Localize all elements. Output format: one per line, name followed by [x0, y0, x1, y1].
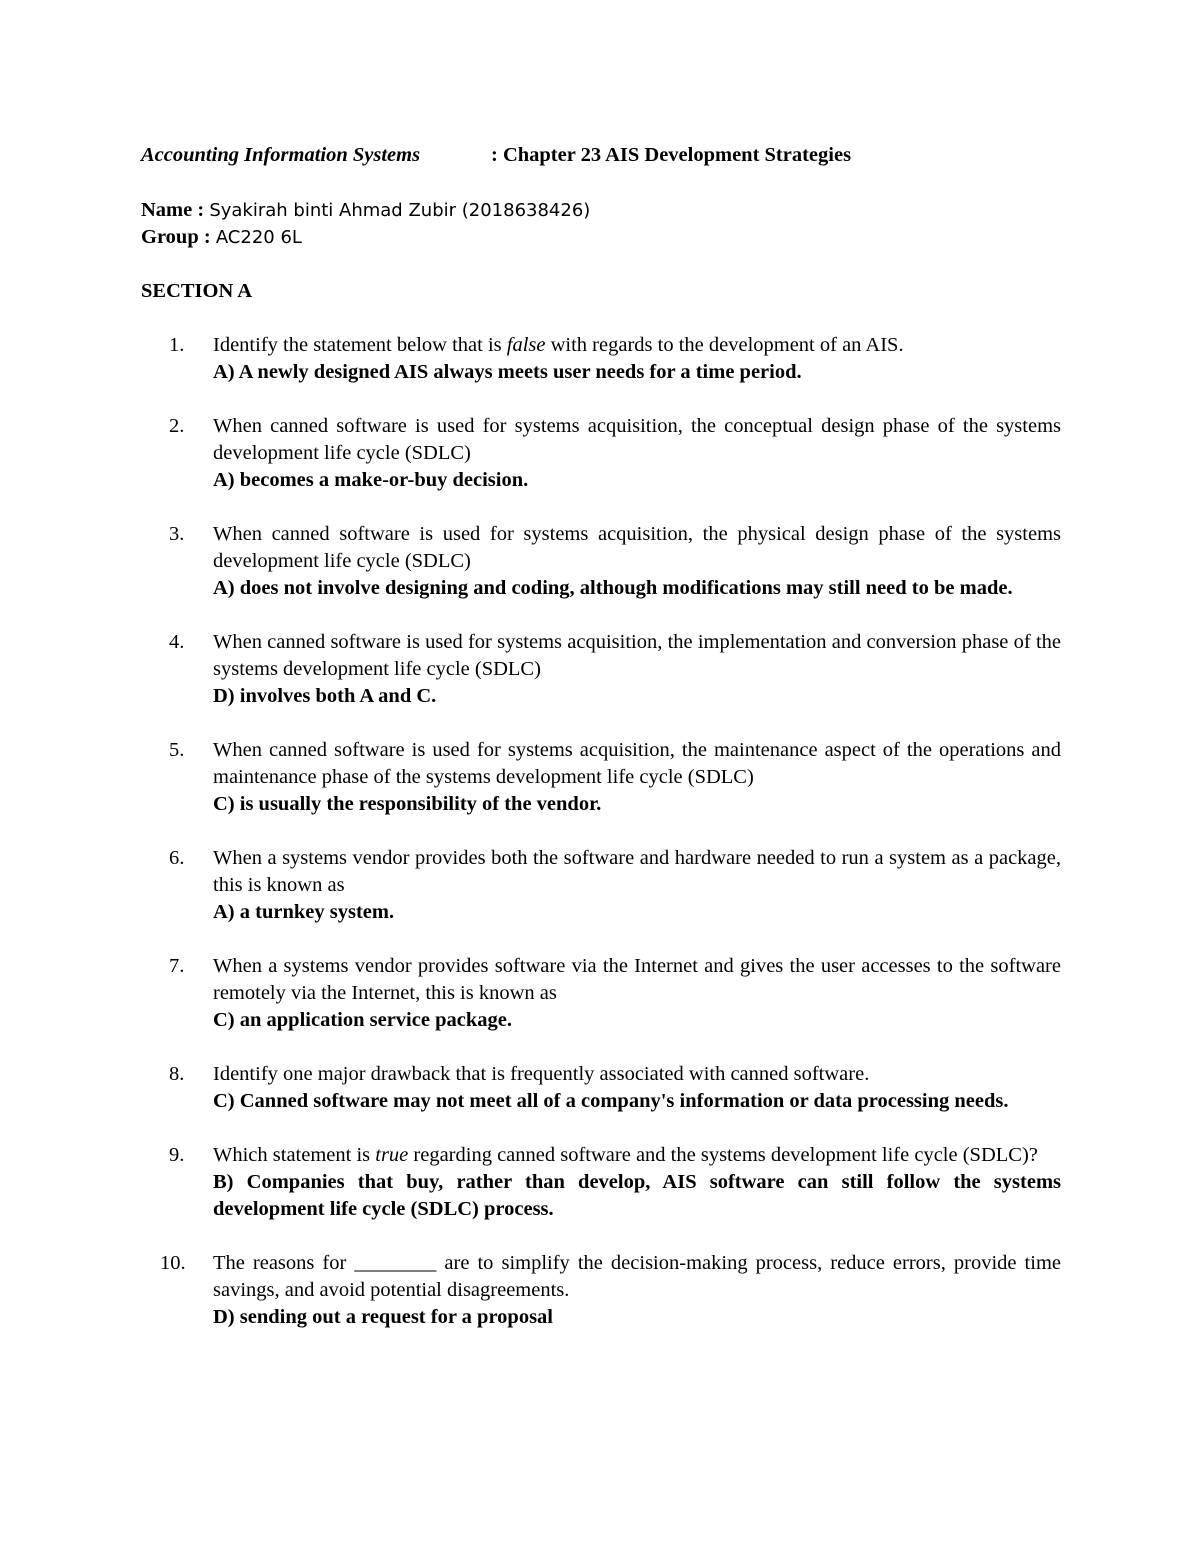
question-item — [141, 953, 1061, 1034]
group-value: AC220 6L — [215, 227, 302, 248]
question-item — [141, 521, 1061, 602]
question-number: 8. — [169, 1063, 185, 1085]
question-number: 4. — [169, 631, 185, 653]
answer-text: A) A newly designed AIS always meets user needs for a time period. — [213, 361, 802, 383]
question-text: Identify one major drawback that is frequently associated with canned software. — [213, 1063, 870, 1085]
section-title: SECTION A — [141, 280, 253, 302]
question-item — [141, 845, 1061, 926]
answer-text: C) Canned software may not meet all of a company's information or data processing needs. — [213, 1090, 1009, 1112]
group-separator: : — [198, 226, 216, 248]
question-text: When canned software is used for systems acquisition, the conceptual design phase of the systems development life cycle (SDLC) — [213, 415, 1061, 464]
name-label: Name — [141, 199, 193, 221]
answer-text: A) a turnkey system. — [213, 901, 395, 923]
question-text: The reasons for ________ are to simplify the decision-making process, reduce errors, provide time savings, and avoid potential disagreements. — [213, 1252, 1061, 1301]
question-item — [141, 629, 1061, 710]
question-text — [213, 332, 1061, 359]
answer-text: D) sending out a request for a proposal — [213, 1306, 554, 1328]
question-item — [141, 737, 1061, 818]
question-number: 2. — [169, 415, 185, 437]
group-label: Group — [141, 226, 199, 248]
answer-text: D) involves both A and C. — [213, 685, 437, 707]
question-text: When canned software is used for systems acquisition, the implementation and conversion phase of the systems development life cycle (SDLC) — [213, 631, 1061, 680]
group-row — [141, 224, 1061, 251]
question-text-part: regarding canned software and the systems development life cycle (SDLC)? — [408, 1144, 1038, 1166]
question-text-part: Identify the statement below that is — [213, 334, 507, 356]
question-text: When a systems vendor provides both the software and hardware needed to run a system as a package, this is known as — [213, 847, 1061, 896]
question-list — [141, 332, 1061, 1358]
question-item — [141, 332, 1061, 386]
answer-text: A) becomes a make-or-buy decision. — [213, 469, 529, 491]
question-number: 9. — [169, 1144, 185, 1166]
answer-text: A) does not involve designing and coding, although modifications may still need to be made. — [213, 577, 1013, 599]
question-text-part: with regards to the development of an AIS. — [545, 334, 904, 356]
question-item — [141, 413, 1061, 494]
question-number: 10. — [160, 1252, 186, 1274]
name-separator: : — [192, 199, 210, 221]
question-text-part: Which statement is — [213, 1144, 376, 1166]
question-emphasis: false — [506, 334, 546, 356]
student-info — [141, 197, 1061, 251]
question-number: 5. — [169, 739, 185, 761]
name-row — [141, 197, 1061, 224]
question-item — [141, 1250, 1061, 1331]
question-text: When canned software is used for systems acquisition, the physical design phase of the systems development life cycle (SDLC) — [213, 523, 1061, 572]
question-text: When canned software is used for systems acquisition, the maintenance aspect of the operations and maintenance phase of the systems development life cycle (SDLC) — [213, 739, 1061, 788]
question-item — [141, 1142, 1061, 1223]
question-number: 6. — [169, 847, 185, 869]
question-number: 3. — [169, 523, 185, 545]
answer-text: B) Companies that buy, rather than develop, AIS software can still follow the systems development life cycle (SDLC) process. — [213, 1171, 1061, 1220]
question-text — [213, 1142, 1061, 1169]
question-text: When a systems vendor provides software via the Internet and gives the user accesses to the software remotely via the Internet, this is known as — [213, 955, 1061, 1004]
question-number: 7. — [169, 955, 185, 977]
answer-text: C) is usually the responsibility of the vendor. — [213, 793, 602, 815]
question-number: 1. — [169, 334, 185, 356]
name-value: Syakirah binti Ahmad Zubir (2018638426) — [209, 200, 591, 221]
question-emphasis: true — [375, 1144, 409, 1166]
question-item — [141, 1061, 1061, 1115]
chapter-title: : Chapter 23 AIS Development Strategies — [491, 144, 852, 166]
document-header — [141, 142, 1061, 169]
answer-text: C) an application service package. — [213, 1009, 512, 1031]
course-title: Accounting Information Systems — [141, 144, 421, 166]
